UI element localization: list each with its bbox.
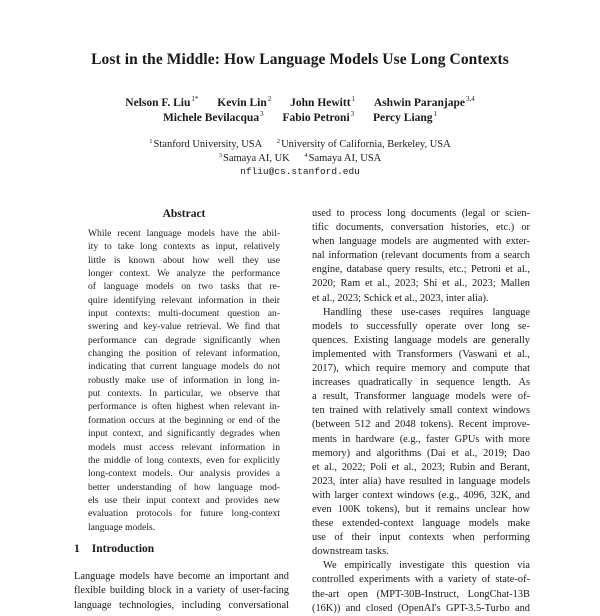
introduction-body (74, 570, 289, 613)
abstract-line: changing the position of relevant information, (88, 348, 280, 360)
abstract-line: input context, and significantly degrades when (88, 428, 280, 440)
abstract-line: performance can degrade significantly when (88, 334, 280, 346)
body-line: a result, Transformer language models were of- (312, 391, 530, 403)
body-line: flexible building block in a variety of user-facing (74, 585, 289, 597)
author: John Hewitt$^1$ (290, 95, 356, 109)
body-line: et al., 2023; Schick et al., 2023, inter alia). (312, 292, 489, 304)
body-line: downstream tasks. (312, 546, 389, 558)
body-line: language technologies, including conversational (74, 599, 289, 611)
body-line: 2020; Ram et al., 2023; Shi et al., 2023; Mallen (312, 278, 530, 290)
abstract-line: ity to take long contexts as input, relatively (88, 241, 280, 253)
body-line: Handling these use-cases requires language (323, 306, 530, 318)
body-line: nal information (relevant documents from a search (312, 250, 530, 262)
body-line: (16K)) and closed (OpenAI's GPT-3.5-Turbo and (312, 602, 530, 614)
body-line: (between 512 and 2048 tokens). Recent improve- (312, 419, 530, 431)
body-line: et al., 2022; Poli et al., 2023; Rubin and Berant, (312, 461, 530, 473)
body-line: quences. Existing language models are generally (312, 334, 530, 346)
affiliation: $^2$University of California, Berkeley, USA (276, 138, 451, 150)
right-column-body (312, 207, 530, 616)
body-line: the-art open (MPT-30B-Instruct, LongChat-13B (312, 588, 530, 600)
body-line: when language models are augmented with exter- (312, 236, 530, 248)
abstract-line: evaluation protocols for future long-context (88, 508, 280, 520)
author: Ashwin Paranjape$^{3,4}$ (373, 95, 475, 109)
body-line: tific documents, conversation histories, etc.) or (312, 222, 530, 234)
body-line: Language models have become an important and (74, 571, 289, 582)
abstract-line: models must access relevant information in (88, 441, 280, 453)
author-email: nfliu@cs.stanford.edu (240, 166, 360, 177)
body-line: these extended-context language models make (312, 518, 530, 530)
author-list (0, 110, 600, 124)
section-title: Introduction (91, 543, 155, 555)
author: Nelson F. Liu$^{1*}$ (125, 95, 199, 109)
abstract-body (88, 227, 280, 534)
abstract-line: longer context. We analyze the performance (88, 268, 280, 280)
abstract-line: swering and key-value retrieval. We find that (88, 321, 280, 333)
abstract-line: little is known about how well they use (88, 254, 280, 266)
author: Michele Bevilacqua$^3$ (162, 110, 264, 124)
abstract-line: language models. (88, 521, 156, 533)
body-line: models to successfully operate over long se- (312, 320, 530, 332)
author: Kevin Lin$^2$ (217, 95, 272, 109)
abstract-line: While recent language models have the abil- (88, 228, 280, 239)
affiliations (0, 138, 600, 150)
body-line: use of their input contexts when performing (312, 532, 530, 544)
body-line: ments in hardware (e.g., faster GPUs with more (312, 433, 530, 445)
abstract-line: better understanding of how language mod- (88, 481, 280, 493)
affiliation: $^3$Samaya AI, UK (218, 152, 290, 164)
affiliations (0, 152, 600, 164)
abstract-line: of language models on two tasks that re- (88, 281, 280, 293)
abstract-line: put contexts. In particular, we observe that (88, 388, 280, 400)
abstract-heading: Abstract (162, 208, 206, 220)
abstract-line: els use their input context and provides new (88, 494, 280, 506)
body-line: ten trained with relatively small context windows (312, 405, 530, 417)
abstract-line: robustly make use of information in long in- (88, 374, 280, 386)
body-line: with larger context windows (e.g., 4096, 32K, and (312, 489, 530, 501)
body-line: implemented with Transformers (Vaswani et al., (312, 348, 530, 360)
abstract-line: long-context models. Our analysis provides a (88, 468, 280, 480)
affiliation: $^1$Stanford University, USA (149, 138, 263, 150)
body-line: memory) and algorithms (Dai et al., 2019; Dao (312, 447, 530, 459)
abstract-line: indicating that current language models do not (88, 361, 280, 373)
abstract-line: quire identifying relevant information in their (88, 294, 280, 306)
paper-title: Lost in the Middle: How Language Models Use Long Contexts (91, 51, 509, 68)
body-line: 2023, inter alia) have resulted in language models (312, 475, 530, 487)
author: Fabio Petroni$^3$ (282, 110, 355, 124)
body-line: 2017), which require memory and compute that (312, 363, 530, 375)
body-line: engine, database query results, etc.; Petroni et al., (312, 264, 530, 276)
abstract-line: formation occurs at the beginning or end of the (88, 414, 280, 426)
section-heading (74, 543, 154, 555)
body-line: controlled experiments with a variety of state-of- (312, 574, 530, 586)
body-line: even 100K tokens), but it remains unclear how (312, 503, 530, 515)
body-line: used to process long documents (legal or scien- (312, 208, 530, 219)
affiliation: $^4$Samaya AI, USA (304, 152, 382, 164)
author-list (0, 95, 600, 109)
abstract-line: input contexts: multi-document question an- (88, 308, 280, 320)
body-line: increases quadratically in sequence length. As (312, 377, 530, 389)
author: Percy Liang$^1$ (373, 110, 438, 124)
abstract-line: the middle of long contexts, even for explicitly (88, 454, 280, 466)
body-line: We empirically investigate this question via (323, 560, 530, 572)
abstract-line: performance is often highest when relevant in- (88, 401, 280, 413)
section-number: 1 (74, 543, 80, 555)
